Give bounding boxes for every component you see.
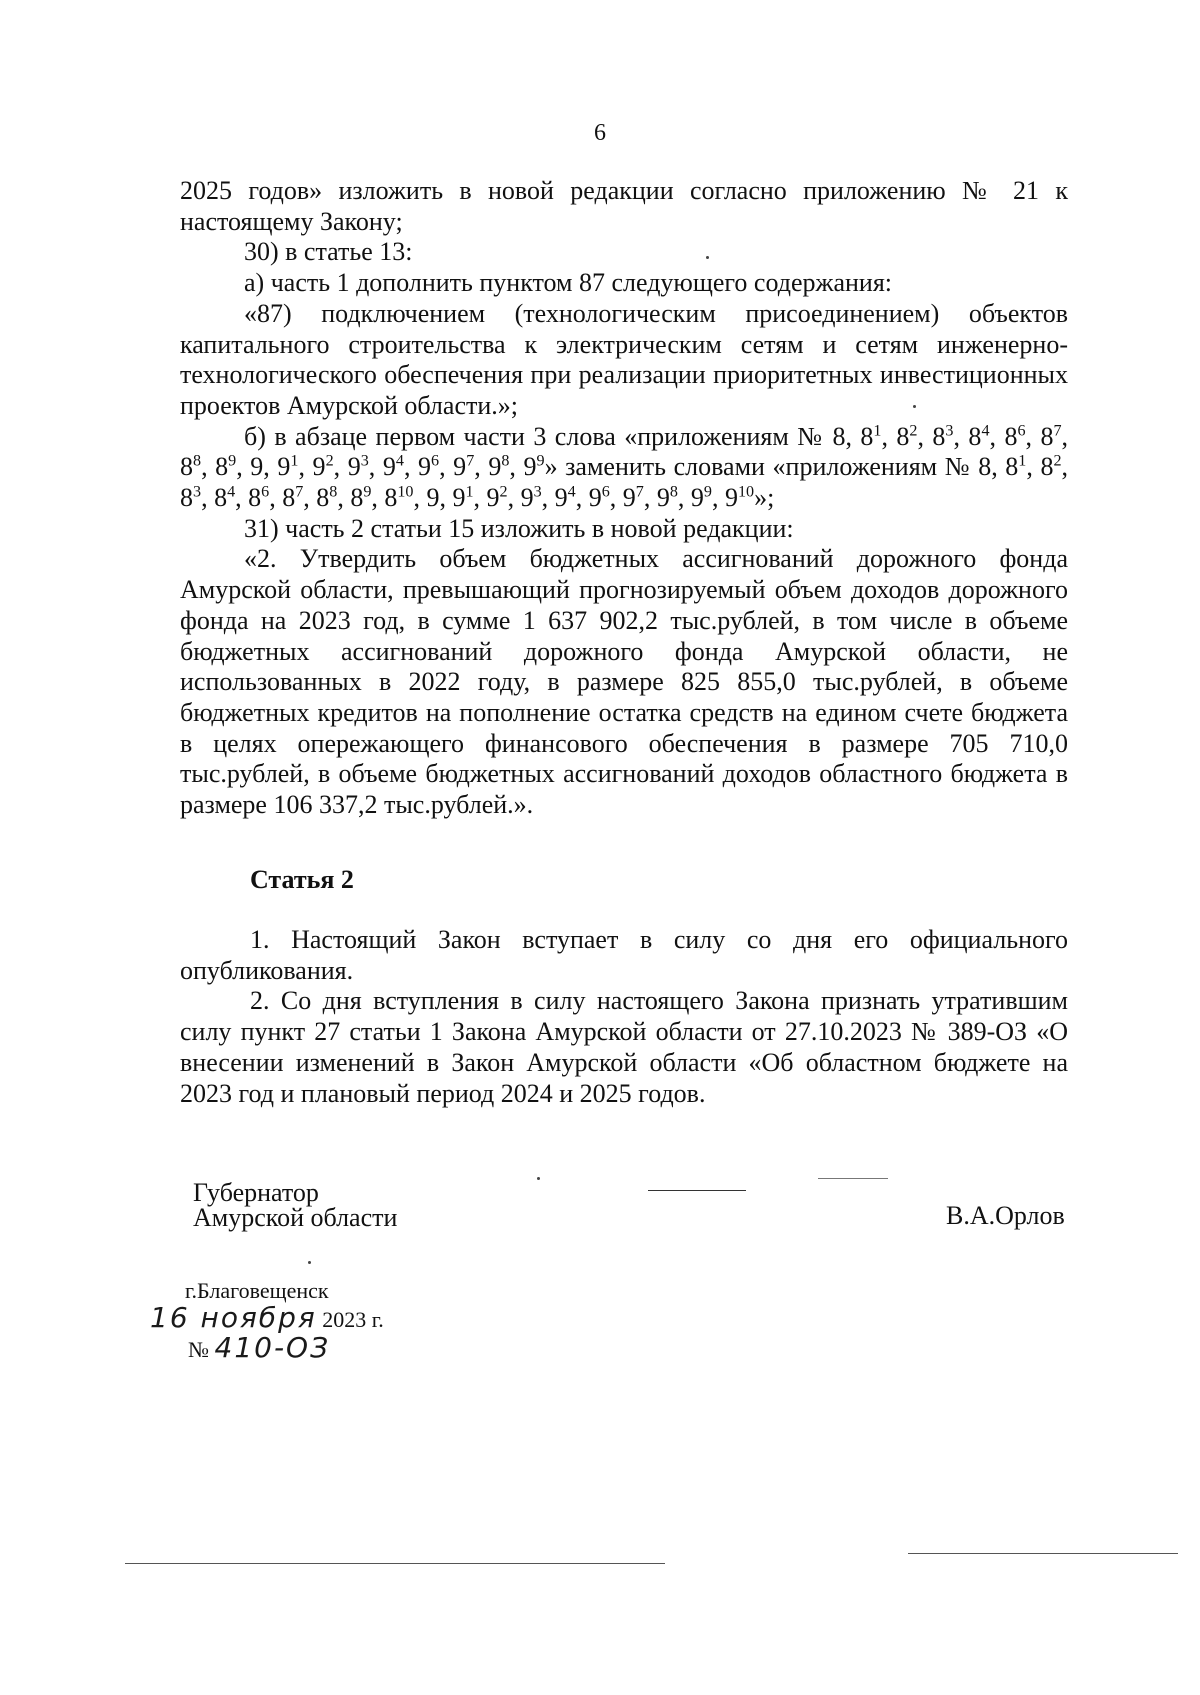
amendment-paragraph: 30) в статье 13:	[244, 237, 413, 267]
signature-stroke	[818, 1178, 888, 1179]
scan-artifact-dot	[913, 405, 916, 408]
law-number	[188, 1331, 330, 1364]
signing-date	[150, 1301, 384, 1334]
amendment-paragraph: «87) подключением (технологическим присоединением) объектов капитального строительства к электрическим сетям и сетям инженерно-технологического обеспечения при реализации приоритетных инвестиционных проектов Амурской области.»;	[180, 298, 1068, 420]
amendment-paragraph-appendices: б) в абзаце первом части 3 слова «приложениям № 8, $8^1$, $8^2$, $8^3$, $8^4$, $8^6$, $8^7$, $8^8$, $8^9$, 9, $9^1$, $9^2$, $9^3$, $9^4$, $9^6$, $9^7$, $9^8$, $9^9$» заменить словами «приложениям № 8, $8^1$, $8^2$, $8^3$, $8^4$, $8^6$, $8^7$, $8^8$, $8^9$, $8^{10}$, 9, $9^1$, $9^2$, $9^3$, $9^4$, $9^6$, $9^7$, $9^8$, $9^9$, $9^{10}$»;	[180, 421, 1069, 513]
article-2-heading: Статья 2	[250, 865, 354, 894]
scan-artifact-line	[908, 1553, 1178, 1554]
article-2-body	[180, 925, 1068, 1109]
article-2-item: 2. Со дня вступления в силу настоящего Закона признать утратившим силу пункт 27 статьи 1 Закона Амурской области от 27.10.2023 № 389-ОЗ «О внесении изменений в Закон Амурской области «Об областном бюджете на 2023 год и плановый период 2024 и 2025 годов.	[180, 986, 1068, 1108]
appendices-mid: » заменить словами «приложениям № 8, 8	[544, 452, 1019, 482]
amendment-paragraph: 31) часть 2 статьи 15 изложить в новой редакции:	[244, 513, 794, 543]
signatory-title-line: Амурской области	[193, 1203, 398, 1232]
place-of-signing: г.Благовещенск	[185, 1278, 329, 1303]
signature-stroke	[648, 1190, 746, 1191]
appendices-end: »;	[754, 483, 775, 513]
amendment-paragraph: а) часть 1 дополнить пунктом 87 следующего содержания:	[244, 268, 893, 298]
signing-year: 2023 г.	[322, 1307, 384, 1332]
scan-artifact-line	[125, 1563, 665, 1564]
handwritten-date: 16 ноября	[150, 1301, 317, 1334]
scan-artifact-dot	[706, 256, 709, 259]
amendment-paragraph: 2025 годов» изложить в новой редакции согласно приложению № 21 к настоящему Закону;	[180, 176, 1068, 236]
handwritten-law-number: 410-ОЗ	[214, 1331, 331, 1364]
signatory-title	[193, 1180, 397, 1230]
scan-artifact-dot	[537, 1177, 540, 1180]
amendments-block	[180, 176, 1068, 821]
appendices-prefix: б) в абзаце первом части 3 слова «приложениям № 8, 8	[244, 421, 874, 451]
article-2-item: 1. Настоящий Закон вступает в силу со дня его официального опубликования.	[180, 925, 1068, 985]
amendment-paragraph: «2. Утвердить объем бюджетных ассигнований дорожного фонда Амурской области, превышающий прогнозируемый объем доходов дорожного фонда на 2023 год, в сумме 1 637 902,2 тыс.рублей, в том числе в объеме бюджетных ассигнований дорожного фонда Амурской области, не использованных в 2022 году, в размере 825 855,0 тыс.рублей, в объеме бюджетных кредитов на пополнение остатка средств на едином счете бюджета в целях опережающего финансового обеспечения в размере 705 710,0 тыс.рублей, в объеме бюджетных ассигнований доходов областного бюджета в размере 106 337,2 тыс.рублей.».	[180, 544, 1068, 820]
scan-artifact-dot	[308, 1261, 311, 1264]
page-number: 6	[594, 120, 606, 146]
signatory-name: В.А.Орлов	[946, 1201, 1065, 1230]
signatory-title-line: Губернатор	[193, 1178, 319, 1207]
law-number-prefix: №	[188, 1337, 209, 1362]
